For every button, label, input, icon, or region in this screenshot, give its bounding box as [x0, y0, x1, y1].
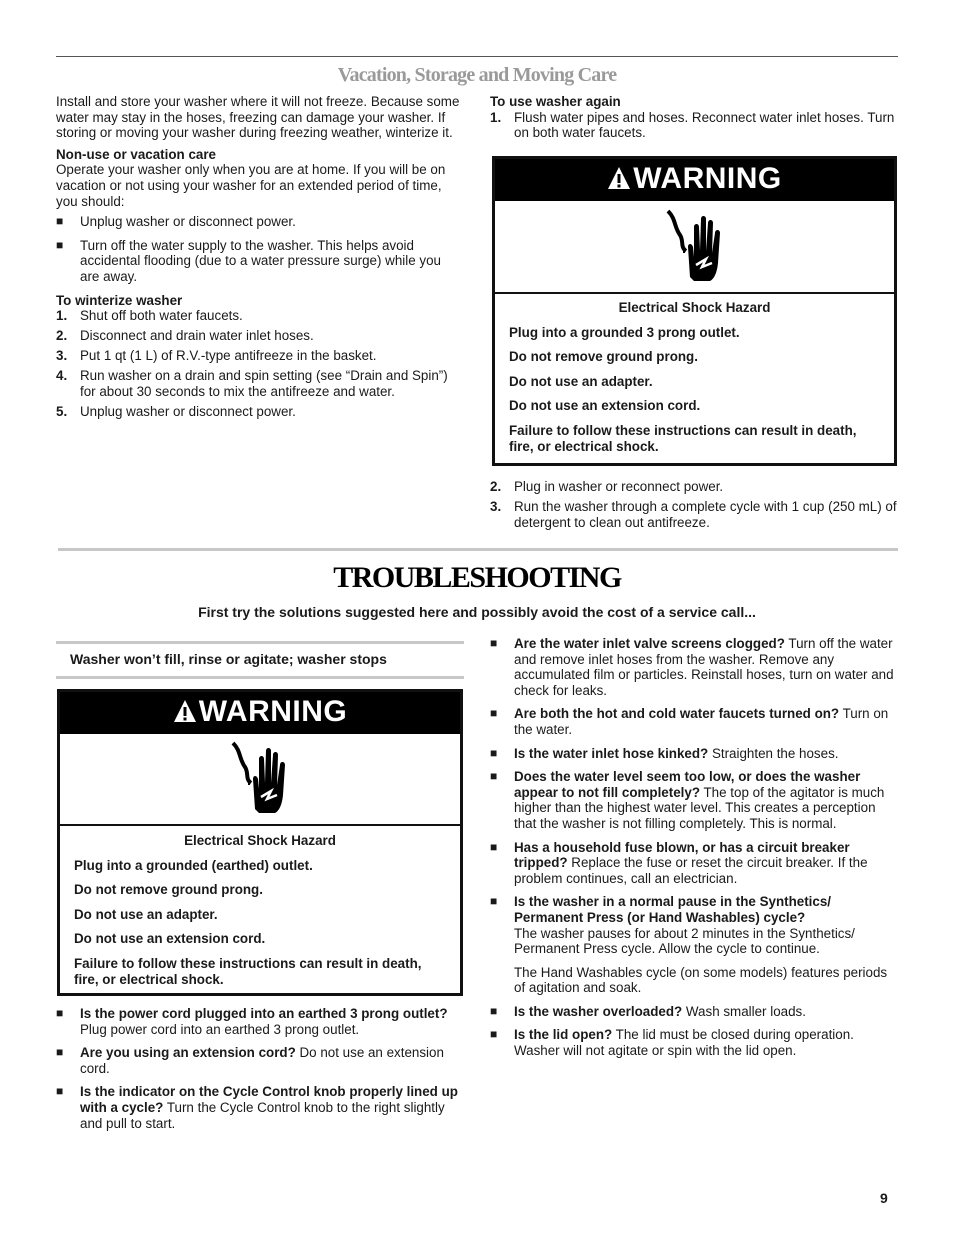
subhead-rule-bottom — [56, 676, 464, 679]
warning-line: Do not use an extension cord. — [74, 931, 266, 947]
warning-line: Do not use an extension cord. — [509, 398, 701, 414]
list-item: ■ Are the water inlet valve screens clogged? Turn off the water and remove inlet hoses from the washer. Remove any accumulated film or particles. Reinstall hoses, turn on water and check for leaks. — [490, 636, 894, 698]
warning-triangle-icon — [607, 161, 631, 201]
use-again-step1 — [490, 110, 898, 141]
list-item: ■ Is the water inlet hose kinked? Straighten the hoses. — [490, 745, 839, 761]
hazard-title: Electrical Shock Hazard — [618, 300, 771, 315]
square-bullet-icon: ■ — [490, 1003, 498, 1018]
warning-header: WARNING — [495, 159, 894, 201]
list-item: ■ Is the lid open? The lid must be closed during operation. Washer will not agitate or spin with the lid open. — [490, 1027, 854, 1059]
square-bullet-icon: ■ — [56, 1006, 64, 1020]
square-bullet-icon: ■ — [490, 894, 498, 909]
page-number: 9 — [880, 1190, 888, 1206]
square-bullet-icon: ■ — [56, 1084, 64, 1099]
list-item: 4. Run washer on a drain and spin setting (see “Drain and Spin”) for about 30 seconds to mix the antifreeze and water. — [56, 368, 448, 399]
subhead-label: Washer won’t fill, rinse or agitate; washer stops — [70, 651, 387, 667]
nonuse-list — [56, 214, 464, 284]
electrical-shock-hand-icon — [225, 739, 295, 819]
hazard-title: Electrical Shock Hazard — [184, 833, 336, 848]
square-bullet-icon: ■ — [490, 769, 498, 784]
list-item: ■ Is the washer in a normal pause in the Synthetics/ Permanent Press (or Hand Washables) cycle? The washer pauses for about 2 minutes in the Synthetics/ Permanent Press cycle. Allow the cycle to continue. The Hand Washables cycle (on some models) features periods of agitation and soak. — [490, 894, 898, 996]
warning-text — [60, 826, 460, 987]
warning-triangle-icon — [173, 694, 197, 734]
warning-box-troubleshooting — [57, 689, 463, 996]
list-item: ■ Has a household fuse blown, or has a circuit breaker tripped? Replace the fuse or reset the circuit breaker. If the problem continues, call an electrician. — [490, 839, 868, 886]
warning-line: Do not remove ground prong. — [74, 882, 263, 898]
list-item: 3. Put 1 qt (1 L) of R.V.-type antifreeze in the basket. — [56, 348, 377, 364]
warning-line: Do not use an adapter. — [74, 906, 218, 922]
warning-line: Failure to follow these instructions can result in death, fire, or electrical shock. — [509, 422, 857, 454]
list-item: ■ Turn off the water supply to the washer. This helps avoid accidental flooding (due to a water pressure surge) while you are away. — [56, 237, 442, 284]
electrical-shock-hand-icon — [660, 207, 730, 287]
square-bullet-icon: ■ — [490, 839, 498, 854]
nonuse-heading: Non-use or vacation care — [56, 146, 216, 162]
list-item: ■ Is the washer overloaded? Wash smaller loads. — [490, 1003, 806, 1019]
square-bullet-icon: ■ — [490, 745, 498, 760]
warning-box-vacation — [492, 156, 897, 466]
square-bullet-icon: ■ — [56, 237, 64, 252]
list-item: ■ Is the indicator on the Cycle Control knob properly lined up with a cycle? Turn the Cycle Control knob to the right slightly and pull to start. — [56, 1084, 458, 1131]
square-bullet-icon: ■ — [56, 214, 64, 229]
warning-line: Failure to follow these instructions can result in death, fire, or electrical shock. — [74, 955, 422, 987]
square-bullet-icon: ■ — [490, 706, 498, 721]
list-item: 2. Disconnect and drain water inlet hoses. — [56, 328, 314, 344]
list-item: 5. Unplug washer or disconnect power. — [56, 404, 296, 420]
warning-line: Plug into a grounded 3 prong outlet. — [509, 324, 740, 340]
square-bullet-icon: ■ — [490, 636, 498, 650]
square-bullet-icon: ■ — [490, 1027, 498, 1042]
list-item: ■ Does the water level seem too low, or does the washer appear to not fill completely? The top of the agitator is much higher than the highest water level. This creates a perception that the washer is not filling completely. This is normal. — [490, 769, 885, 831]
subhead-block — [56, 641, 464, 679]
list-item: 2. Plug in washer or reconnect power. — [490, 479, 724, 494]
shock-icon-area — [495, 201, 894, 294]
list-item: ■ Are you using an extension cord? Do not use an extension cord. — [56, 1045, 444, 1076]
warning-text — [495, 294, 894, 454]
top-rule — [56, 56, 898, 57]
list-item: ■ Unplug washer or disconnect power. — [56, 214, 296, 230]
list-item: 3. Run the washer through a complete cycle with 1 cup (250 mL) of detergent to clean out antifreeze. — [490, 499, 897, 530]
vacation-intro: Install and store your washer where it will not freeze. Because some water may stay in the hoses, freezing can damage your washer. If storing or moving your washer during freezing weather, winterize it. — [56, 94, 460, 141]
nonuse-text: Operate your washer only when you are at home. If you will be on vacation or not using your washer for an extended period of time, you should: — [56, 162, 446, 209]
warning-line: Do not remove ground prong. — [509, 349, 698, 365]
section-title: Vacation, Storage and Moving Care — [337, 64, 617, 86]
use-again-steps-continued — [490, 479, 898, 535]
list-item-note: The Hand Washables cycle (on some models) features periods of agitation and soak. — [514, 964, 888, 996]
troubleshooting-title: TROUBLESHOOTING — [333, 561, 621, 594]
list-item: 1. Flush water pipes and hoses. Reconnect water inlet hoses. Turn on both water faucets. — [490, 109, 895, 141]
troubleshooting-left-list — [56, 1006, 464, 1139]
warning-header: WARNING — [60, 692, 460, 734]
list-item: ■ Are both the hot and cold water faucets turned on? Turn on the water. — [490, 706, 889, 737]
troubleshooting-intro: First try the solutions suggested here and possibly avoid the cost of a service call... — [198, 604, 756, 620]
warning-line: Do not use an adapter. — [509, 373, 653, 389]
list-item: 1. Shut off both water faucets. — [56, 308, 243, 324]
vacation-left-column — [56, 94, 464, 424]
shock-icon-area — [60, 734, 460, 826]
list-item: ■ Is the power cord plugged into an earthed 3 prong outlet? Plug power cord into an earthed 3 prong outlet. — [56, 1006, 448, 1037]
warning-line: Plug into a grounded (earthed) outlet. — [74, 857, 313, 873]
winterize-heading: To winterize washer — [56, 292, 183, 308]
troubleshooting-right-list — [490, 636, 898, 1067]
winterize-steps — [56, 308, 464, 420]
square-bullet-icon: ■ — [56, 1045, 64, 1060]
use-again-heading: To use washer again — [490, 94, 621, 109]
section-divider — [58, 548, 898, 551]
vacation-right-column — [490, 94, 898, 145]
